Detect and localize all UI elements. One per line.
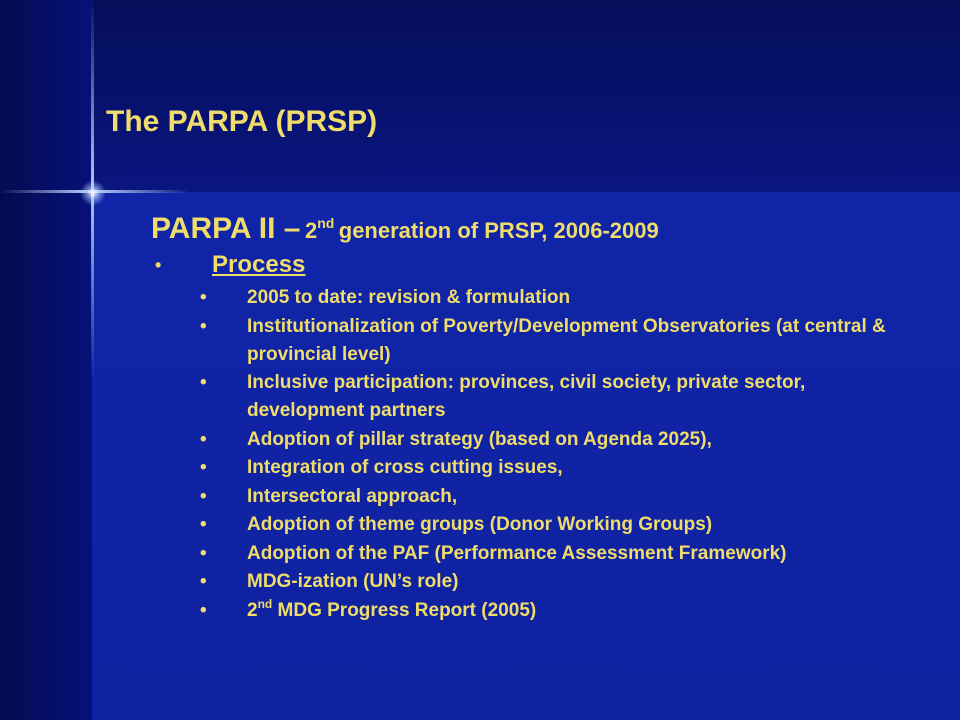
item-text: Adoption of pillar strategy (based on Agenda 2025), — [247, 428, 712, 450]
list-item — [200, 313, 900, 369]
item-text: 2nd MDG Progress Report (2005) — [247, 596, 537, 621]
process-items-list — [200, 284, 900, 625]
item-bullet: • — [200, 571, 207, 592]
item-text: Adoption of the PAF (Performance Assessment Framework) — [247, 542, 787, 564]
list-item — [200, 426, 900, 454]
list-item — [200, 540, 900, 568]
list-item — [200, 568, 900, 596]
item-bullet: • — [200, 428, 207, 450]
subtitle-lead: PARPA II – — [151, 212, 301, 245]
item-bullet: • — [200, 599, 207, 621]
background-left-band — [0, 0, 92, 720]
item-bullet: • — [200, 372, 207, 393]
item-bullet: • — [200, 457, 207, 478]
item-bullet: • — [200, 542, 207, 564]
background-top-band — [0, 0, 960, 192]
list-item — [200, 511, 900, 539]
item-bullet: • — [200, 514, 207, 535]
item-text: MDG-ization (UN’s role) — [247, 571, 459, 592]
list-item — [200, 284, 900, 312]
section-bullet: • — [155, 255, 162, 275]
subtitle-ordinal: 2nd — [304, 215, 335, 243]
item-text: Institutionalization of Poverty/Development Observatories (at central & provincial level) — [247, 315, 886, 365]
slide-title: The PARPA (PRSP) — [106, 105, 378, 138]
item-bullet: • — [200, 485, 207, 507]
item-text: Inclusive participation: provinces, civil society, private sector, development partners — [247, 372, 806, 421]
slide-subtitle — [151, 203, 659, 254]
list-item — [200, 369, 900, 425]
list-item — [200, 483, 900, 511]
item-bullet: • — [200, 315, 207, 337]
item-text: Integration of cross cutting issues, — [247, 457, 563, 478]
list-item — [200, 454, 900, 482]
item-text: Adoption of theme groups (Donor Working Groups) — [247, 514, 713, 535]
subtitle-rest: generation of PRSP, 2006-2009 — [338, 218, 659, 243]
star-flare-icon — [80, 180, 106, 206]
item-text: 2005 to date: revision & formulation — [247, 287, 571, 308]
item-text: Intersectoral approach, — [247, 485, 458, 507]
list-item — [200, 597, 900, 625]
item-bullet: • — [200, 287, 207, 308]
section-label: Process — [212, 251, 306, 278]
